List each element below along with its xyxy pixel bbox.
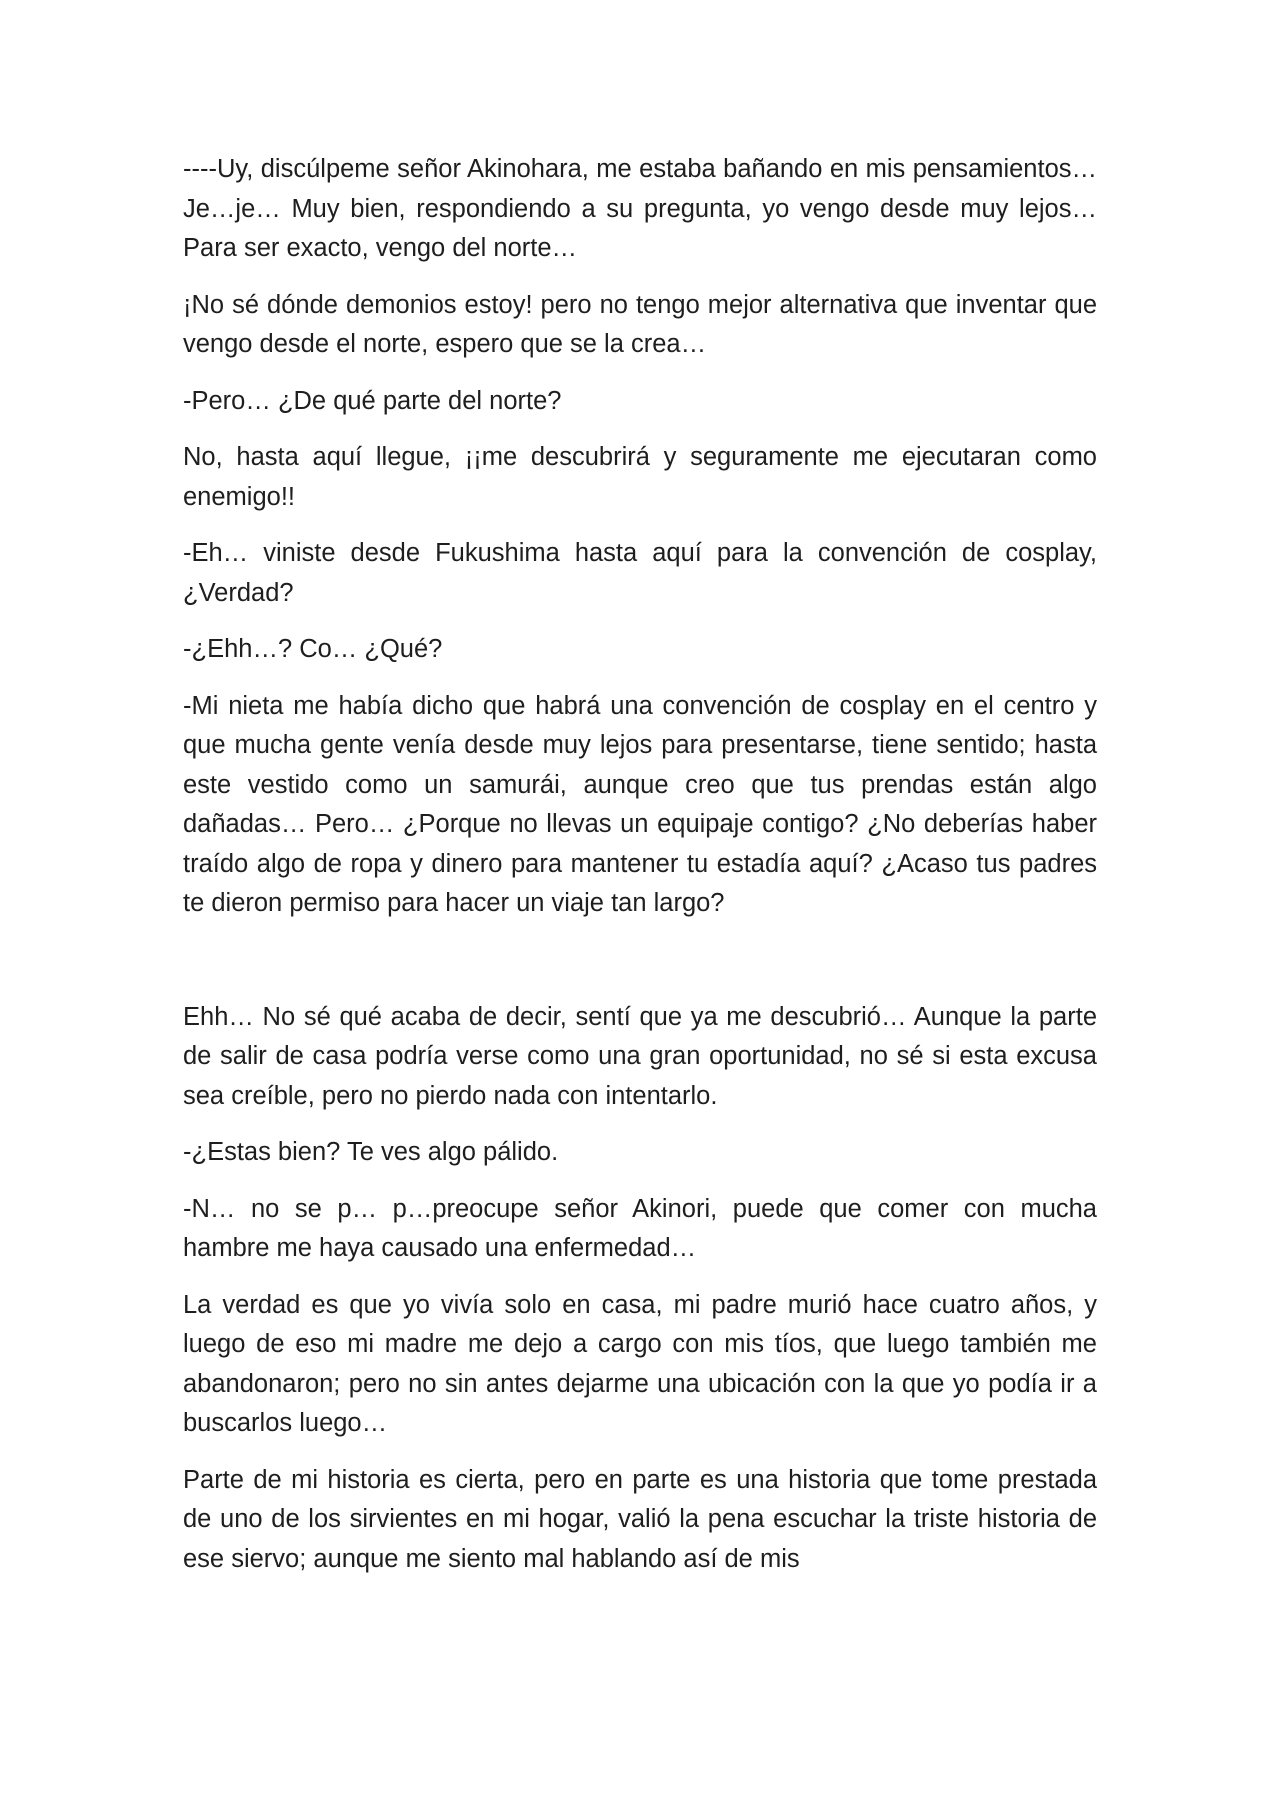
paragraph-gap	[183, 941, 1097, 998]
paragraph-2: ¡No sé dónde demonios estoy! pero no tengo mejor alternativa que inventar que vengo desde el norte, espero que se la crea…	[183, 290, 1097, 358]
paragraph-1: ----Uy, discúlpeme señor Akinohara, me estaba bañando en mis pensamientos… Je…je… Muy bien, respondiendo a su pregunta, yo vengo desde muy lejos… Para ser exacto, vengo del norte…	[183, 155, 1097, 262]
paragraph-8: Ehh… No sé qué acaba de decir, sentí que ya me descubrió… Aunque la parte de salir de casa podría verse como una gran oportunidad, no sé si esta excusa sea creíble, pero no pierdo nada con intentarlo.	[183, 1002, 1097, 1110]
document-body	[183, 150, 1097, 1596]
paragraph-10: -N… no se p… p…preocupe señor Akinori, puede que comer con mucha hambre me haya causado una enfermedad…	[183, 1194, 1097, 1262]
paragraph-12: Parte de mi historia es cierta, pero en parte es una historia que tome prestada de uno de los sirvientes en mi hogar, valió la pena escuchar la triste historia de ese siervo; aunque me siento mal hablando así de mis	[183, 1465, 1097, 1573]
paragraph-9: -¿Estas bien? Te ves algo pálido.	[183, 1138, 559, 1166]
paragraph-5: -Eh… viniste desde Fukushima hasta aquí para la convención de cosplay, ¿Verdad?	[183, 539, 1097, 607]
paragraph-4: No, hasta aquí llegue, ¡¡me descubrirá y seguramente me ejecutaran como enemigo!!	[183, 443, 1097, 511]
paragraph-7: -Mi nieta me había dicho que habrá una convención de cosplay en el centro y que mucha gente venía desde muy lejos para presentarse, tiene sentido; hasta este vestido como un samurái, aunque creo que tus prendas están algo dañadas… Pero… ¿Porque no llevas un equipaje contigo? ¿No deberías haber traído algo de ropa y dinero para mantener tu estadía aquí? ¿Acaso tus padres te dieron permiso para hacer un viaje tan largo?	[183, 691, 1097, 917]
paragraph-6: -¿Ehh…? Co… ¿Qué?	[183, 635, 443, 663]
paragraph-11: La verdad es que yo vivía solo en casa, mi padre murió hace cuatro años, y luego de eso mi madre me dejo a cargo con mis tíos, que luego también me abandonaron; pero no sin antes dejarme una ubicación con la que yo podía ir a buscarlos luego…	[183, 1290, 1097, 1437]
paragraph-3: -Pero… ¿De qué parte del norte?	[183, 386, 562, 415]
